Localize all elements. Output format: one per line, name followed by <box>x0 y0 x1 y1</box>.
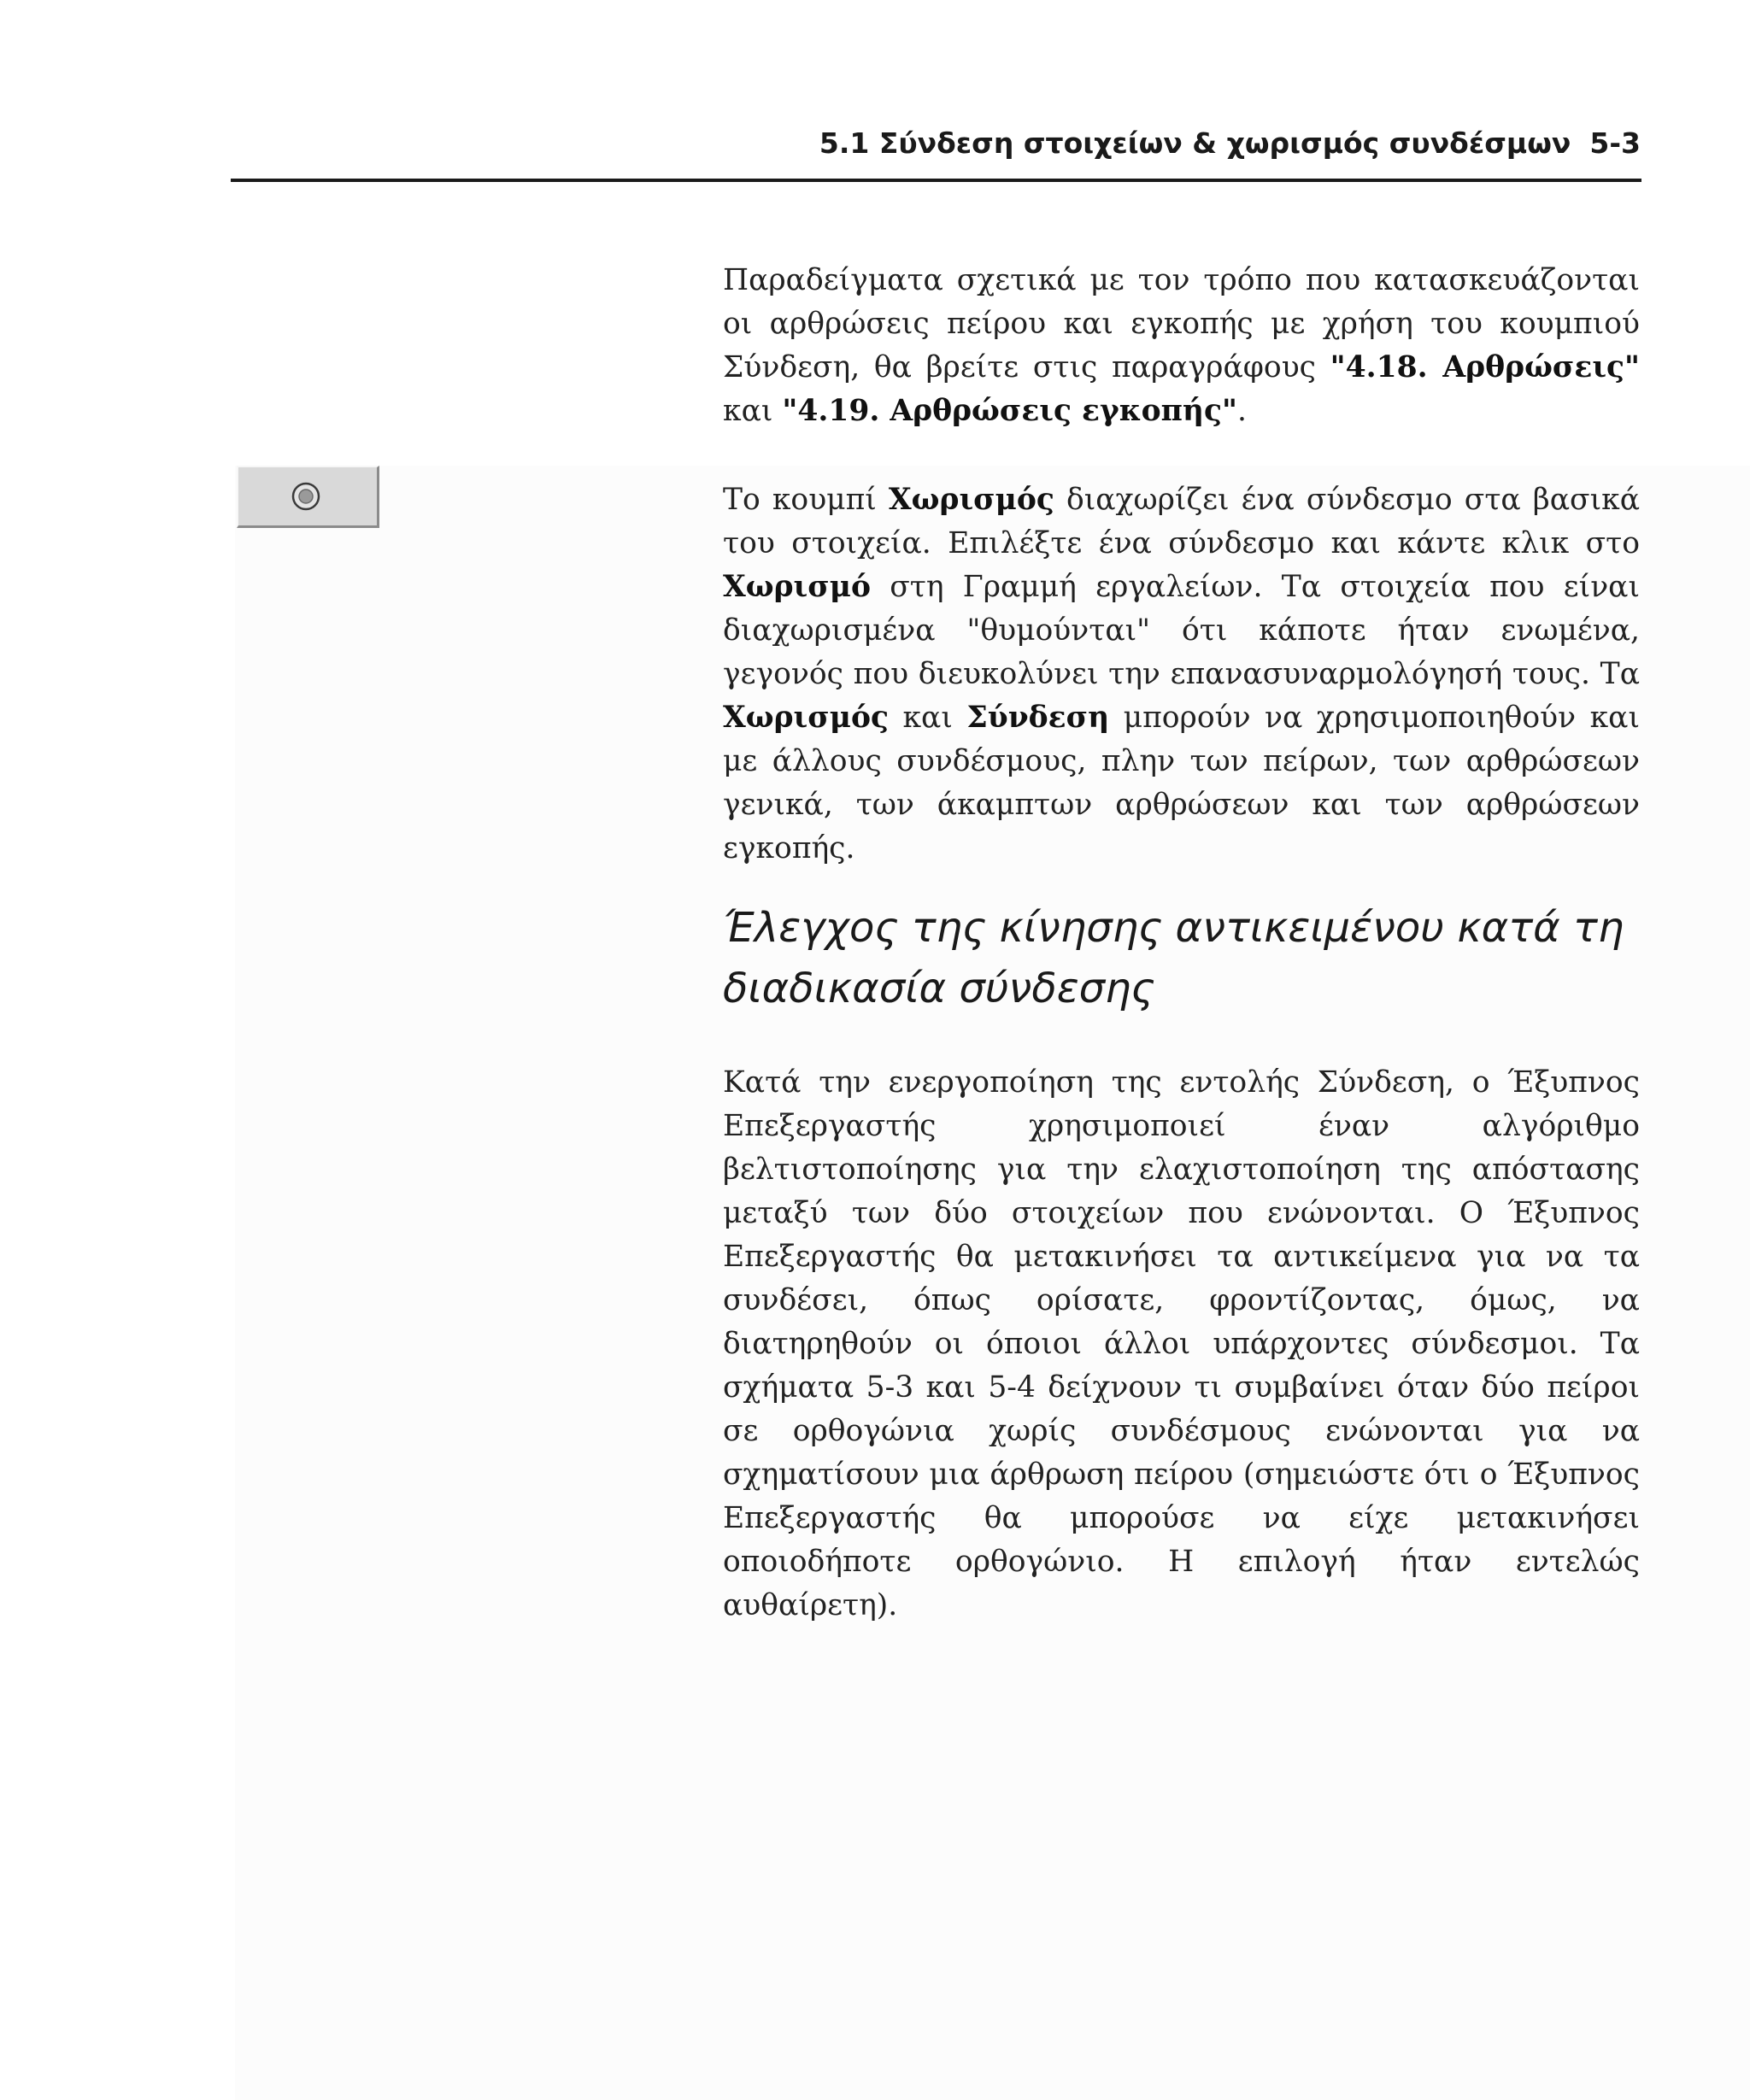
term-separate: Χωρισμός <box>888 483 1054 517</box>
para-2-text: και <box>888 701 967 735</box>
reference-joints: "4.18. Αρθρώσεις" <box>1330 350 1641 384</box>
para-1-text: και <box>723 394 783 428</box>
header-section-title: 5.1 Σύνδεση στοιχείων & χωρισμός συνδέσμων <box>819 126 1571 160</box>
header-rule <box>231 179 1641 182</box>
para-2-text: μπορούν να χρησιμοποιηθούν και με άλλους συνδέσμους, πλην των πείρων, των αρθρώσεων γενικά, των άκαμπτων αρθρώσεων και των αρθρώσεων εγκοπής. <box>723 701 1640 865</box>
separate-button[interactable] <box>237 466 379 528</box>
para-2-text: στη Γραμμή εργαλείων. Τα στοιχεία που είναι διαχωρισμένα "θυμούνται" ότι κάποτε ήταν ενωμένα, γεγονός που διευκολύνει την επανασυναρμολόγησή τους. Τα <box>723 570 1640 691</box>
paragraph-join-optimization: Κατά την ενεργοποίηση της εντολής Σύνδεση, ο Έξυπνος Επεξεργαστής χρησιμοποιεί έναν αλγόριθμο βελτιστοποίησης για την ελαχιστοποίηση της απόστασης μεταξύ των δύο στοιχείων που ενώνονται. Ο Έξυπνος Επεξεργαστής θα μετακινήσει τα αντικείμενα για να τα συνδέσει, όπως ορίσατε, φροντίζοντας, όμως, να διατηρηθούν οι όποιοι άλλοι υπάρχοντες σύνδεσμοι. Τα σχήματα 5-3 και 5-4 δείχνουν τι συμβαίνει όταν δύο πείροι σε ορθογώνια χωρίς συνδέσμους ενώνονται για να σχηματίσουν μια άρθρωση πείρου (σημειώστε ότι ο Έξυπνος Επεξεργαστής θα μπορούσε να είχε μετακινήσει οποιοδήποτε ορθογώνιο. Η επιλογή ήταν εντελώς αυθαίρετη). <box>723 1065 1640 1622</box>
running-header <box>231 126 1641 160</box>
header-page-number: 5-3 <box>1589 126 1641 160</box>
para-1-text: . <box>1236 394 1247 428</box>
term-separate: Χωρισμό <box>723 570 871 604</box>
separate-icon <box>289 479 323 513</box>
para-1-text: Παραδείγματα σχετικά με τον τρόπο που κατασκευάζονται οι αρθρώσεις πείρου και εγκοπής με χρήση του κουμπιού Σύνδεση, θα βρείτε στις παραγράφους <box>723 263 1640 384</box>
para-2-text: διαχωρίζει ένα σύνδεσμο στα βασικά του στοιχεία. Επιλέξτε ένα σύνδεσμο και κάντε κλικ στο <box>723 483 1640 560</box>
paragraph-separate-button <box>723 478 1640 871</box>
section-heading: Έλεγχος της κίνησης αντικειμένου κατά τη διαδικασία σύνδεσης <box>723 904 1624 1012</box>
reference-slot-joints: "4.19. Αρθρώσεις εγκοπής" <box>782 394 1237 428</box>
paragraph-joints-reference <box>723 259 1640 433</box>
term-separate: Χωρισμός <box>723 701 889 735</box>
term-join: Σύνδεση <box>966 701 1110 735</box>
para-2-text: Το κουμπί <box>723 483 889 517</box>
